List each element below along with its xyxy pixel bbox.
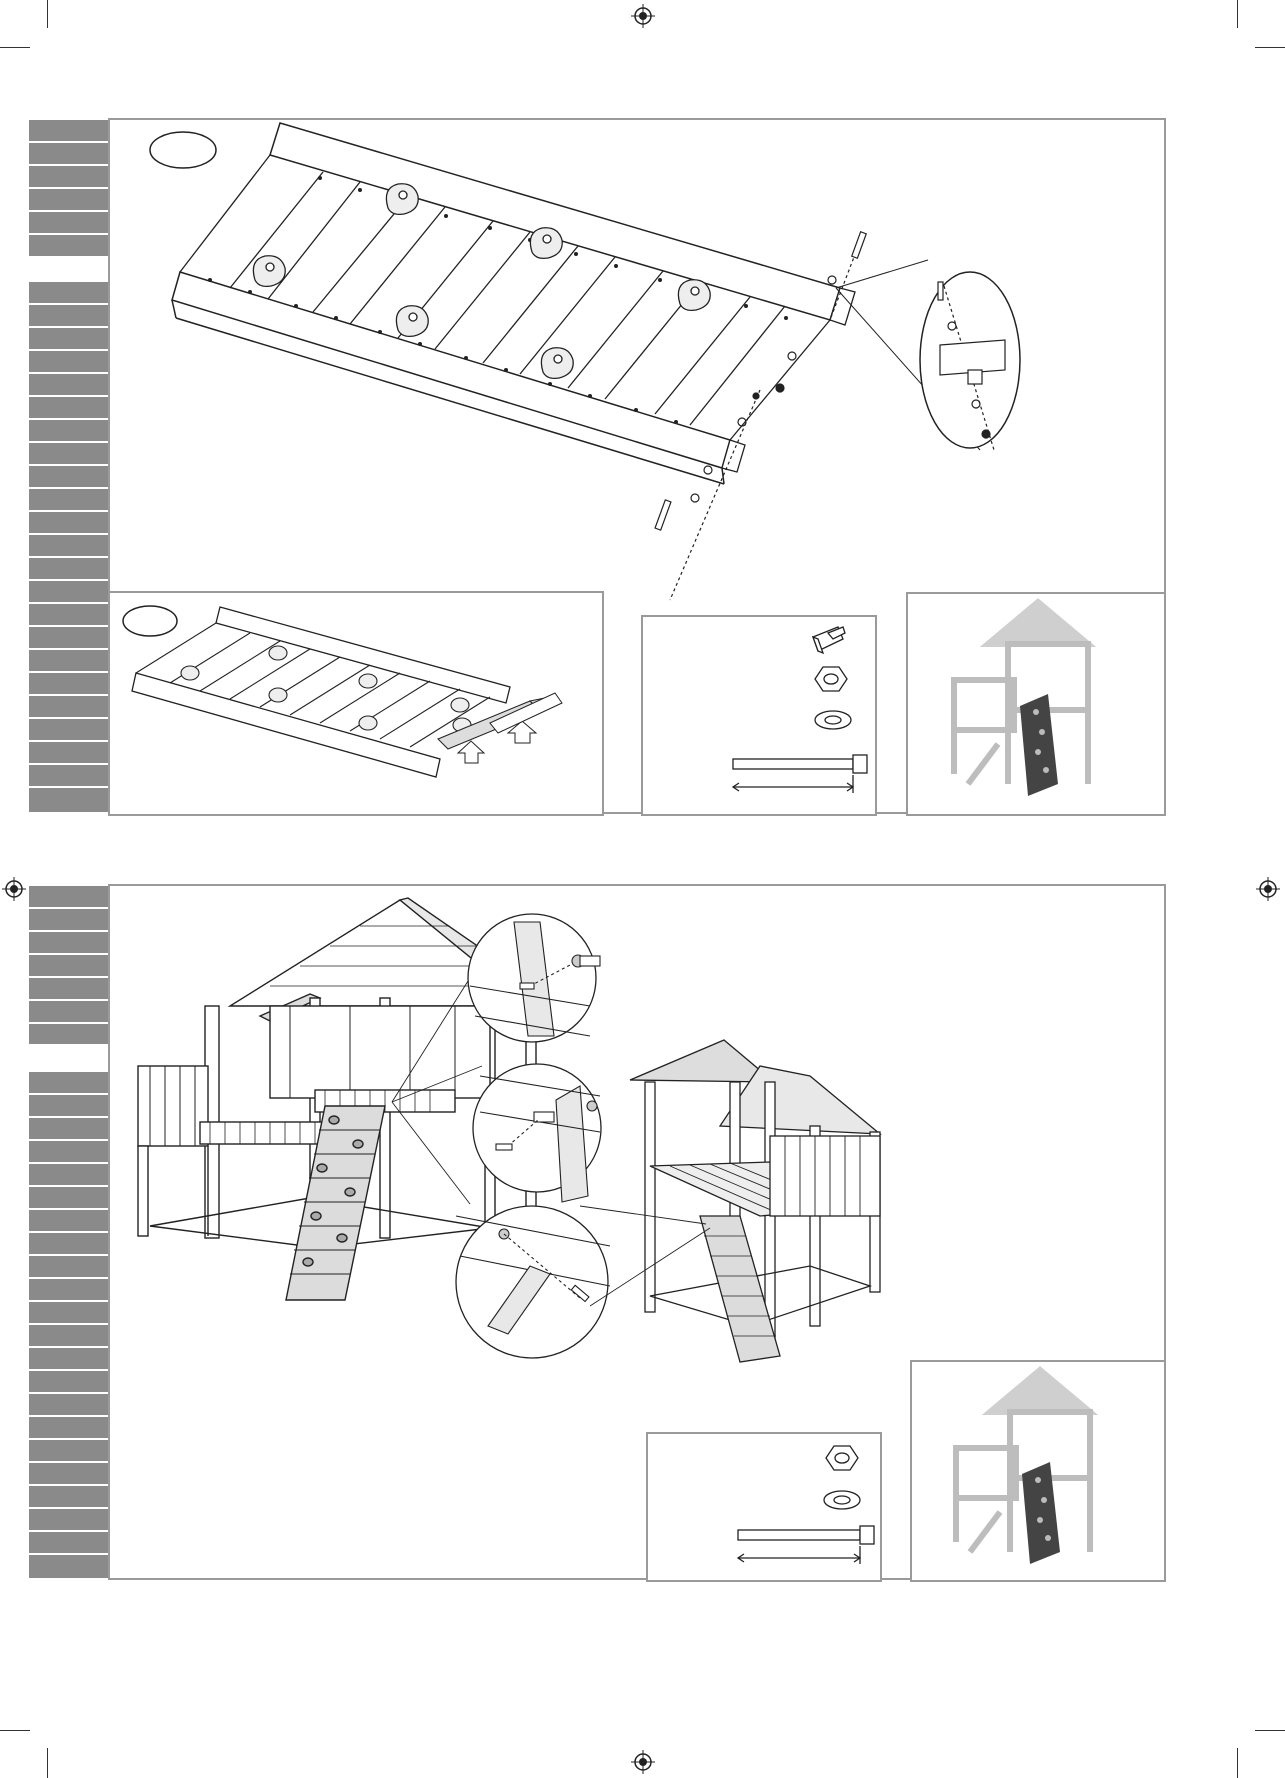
registration-mark-icon bbox=[1255, 876, 1281, 902]
crop-mark-bottom-right-h bbox=[1255, 1730, 1285, 1731]
playhouse-thumbnail-icon bbox=[908, 594, 1164, 814]
washer-icon bbox=[824, 1491, 860, 1509]
crop-mark-top-right-v bbox=[1237, 0, 1238, 28]
language-strip-top-b bbox=[29, 282, 109, 814]
crop-mark-top-left-h bbox=[0, 47, 30, 48]
language-strip-bottom-a bbox=[29, 886, 109, 1046]
step1-overview-thumbnail bbox=[906, 592, 1166, 816]
crop-mark-top-left-v bbox=[47, 0, 48, 28]
language-strip-bottom-b bbox=[29, 1072, 109, 1580]
step1-panel bbox=[108, 118, 1166, 814]
hex-nut-icon bbox=[826, 1446, 858, 1470]
step1-parts-panel bbox=[641, 615, 877, 816]
step1-subpanel-wall bbox=[108, 591, 604, 816]
hex-bolt-icon bbox=[733, 755, 867, 793]
step2-parts-panel bbox=[646, 1432, 882, 1582]
hex-bolt-icon bbox=[738, 1526, 874, 1564]
playhouse-thumbnail-icon bbox=[912, 1362, 1164, 1580]
crop-mark-bottom-left-v bbox=[47, 1748, 48, 1778]
angle-bracket-icon bbox=[813, 627, 845, 653]
step2-panel bbox=[108, 884, 1166, 1580]
hex-nut-icon bbox=[815, 667, 847, 691]
crop-mark-top-right-h bbox=[1255, 47, 1285, 48]
washer-icon bbox=[815, 711, 851, 729]
language-strip-top-a bbox=[29, 120, 109, 258]
registration-mark-icon bbox=[1, 876, 27, 902]
crop-mark-bottom-right-v bbox=[1237, 1748, 1238, 1778]
crop-mark-bottom-left-h bbox=[0, 1730, 30, 1731]
step2-overview-thumbnail bbox=[910, 1360, 1166, 1582]
registration-mark-icon bbox=[630, 3, 656, 29]
step-number-oval bbox=[123, 606, 177, 636]
registration-mark-icon bbox=[630, 1749, 656, 1775]
step-number-oval bbox=[150, 132, 216, 168]
